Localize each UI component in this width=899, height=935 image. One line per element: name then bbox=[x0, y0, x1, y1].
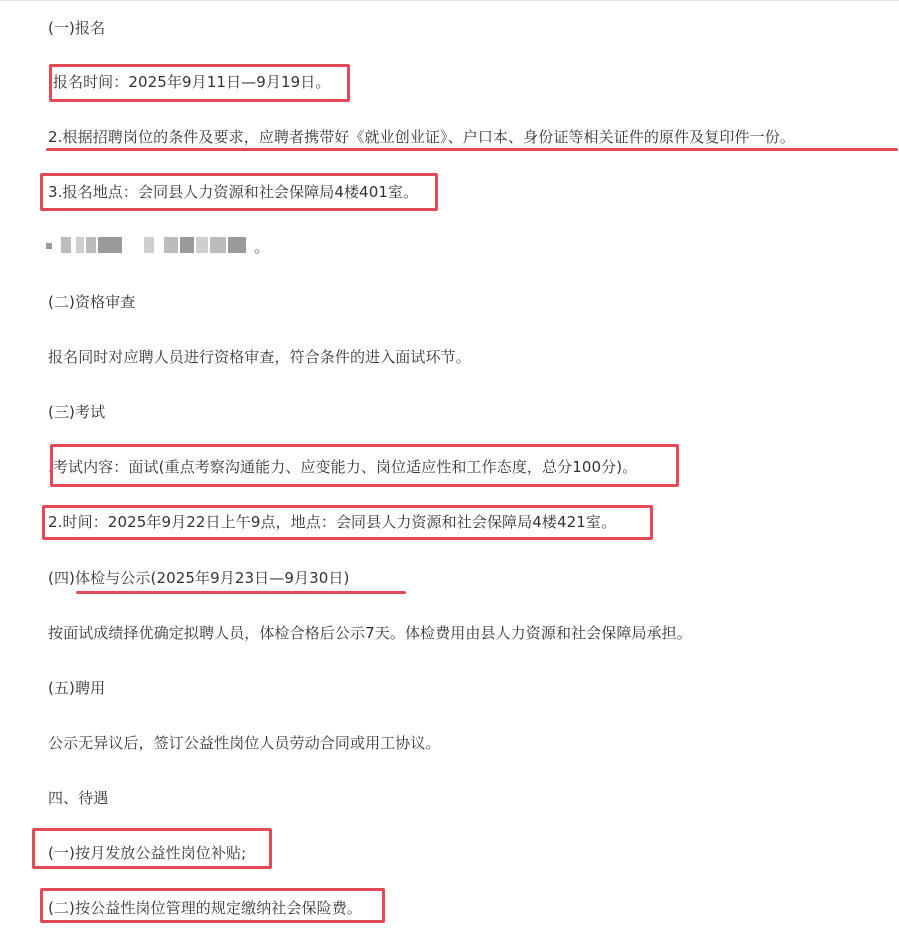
qualification-text: 报名同时对应聘人员进行资格审查，符合条件的进入面试环节。 bbox=[48, 348, 471, 366]
highlight-box-exam-content bbox=[50, 444, 679, 487]
highlight-underline-medical bbox=[76, 591, 406, 594]
benefit-insurance-text: (二)按公益性岗位管理的规定缴纳社会保险费。 bbox=[48, 899, 362, 917]
top-border bbox=[0, 0, 899, 1]
medical-text: 按面试成绩择优确定拟聘人员，体检合格后公示7天。体检费用由县人力资源和社会保障局承担。 bbox=[48, 624, 692, 642]
highlight-box-subsidy bbox=[32, 828, 272, 869]
required-documents-text: 2.根据招聘岗位的条件及要求，应聘者携带好《就业创业证》、户口本、身份证等相关证件的原件及复印件一份。 bbox=[48, 128, 795, 146]
section-qualification-heading: (二)资格审查 bbox=[48, 293, 136, 311]
section-registration-heading: (一)报名 bbox=[48, 19, 106, 37]
section-employment-heading: (五)聘用 bbox=[48, 679, 106, 697]
highlight-box-registration-time bbox=[49, 64, 350, 102]
highlight-underline-documents bbox=[46, 148, 898, 151]
employment-text: 公示无异议后，签订公益性岗位人员劳动合同或用工协议。 bbox=[48, 734, 441, 752]
section-benefits-heading: 四、待遇 bbox=[48, 789, 109, 807]
section-medical-heading: (四)体检与公示(2025年9月23日—9月30日) bbox=[48, 569, 350, 587]
redacted-text bbox=[46, 237, 256, 253]
redacted-text-tail: 。 bbox=[254, 238, 270, 256]
exam-time-location-text: 2.时间：2025年9月22日上午9点，地点：会同县人力资源和社会保障局4楼421室。 bbox=[48, 513, 617, 531]
benefit-subsidy-text: (一)按月发放公益性岗位补贴; bbox=[48, 844, 247, 862]
registration-time-text: .报名时间：2025年9月11日—9月19日。 bbox=[48, 73, 331, 91]
exam-content-text: .考试内容：面试(重点考察沟通能力、应变能力、岗位适应性和工作态度，总分100分)。 bbox=[48, 458, 638, 476]
highlight-box-exam-time bbox=[42, 505, 653, 540]
section-exam-heading: (三)考试 bbox=[48, 403, 106, 421]
highlight-box-registration-location bbox=[40, 173, 438, 211]
registration-location-text: 3.报名地点：会同县人力资源和社会保障局4楼401室。 bbox=[48, 183, 419, 201]
highlight-box-insurance bbox=[40, 888, 385, 923]
